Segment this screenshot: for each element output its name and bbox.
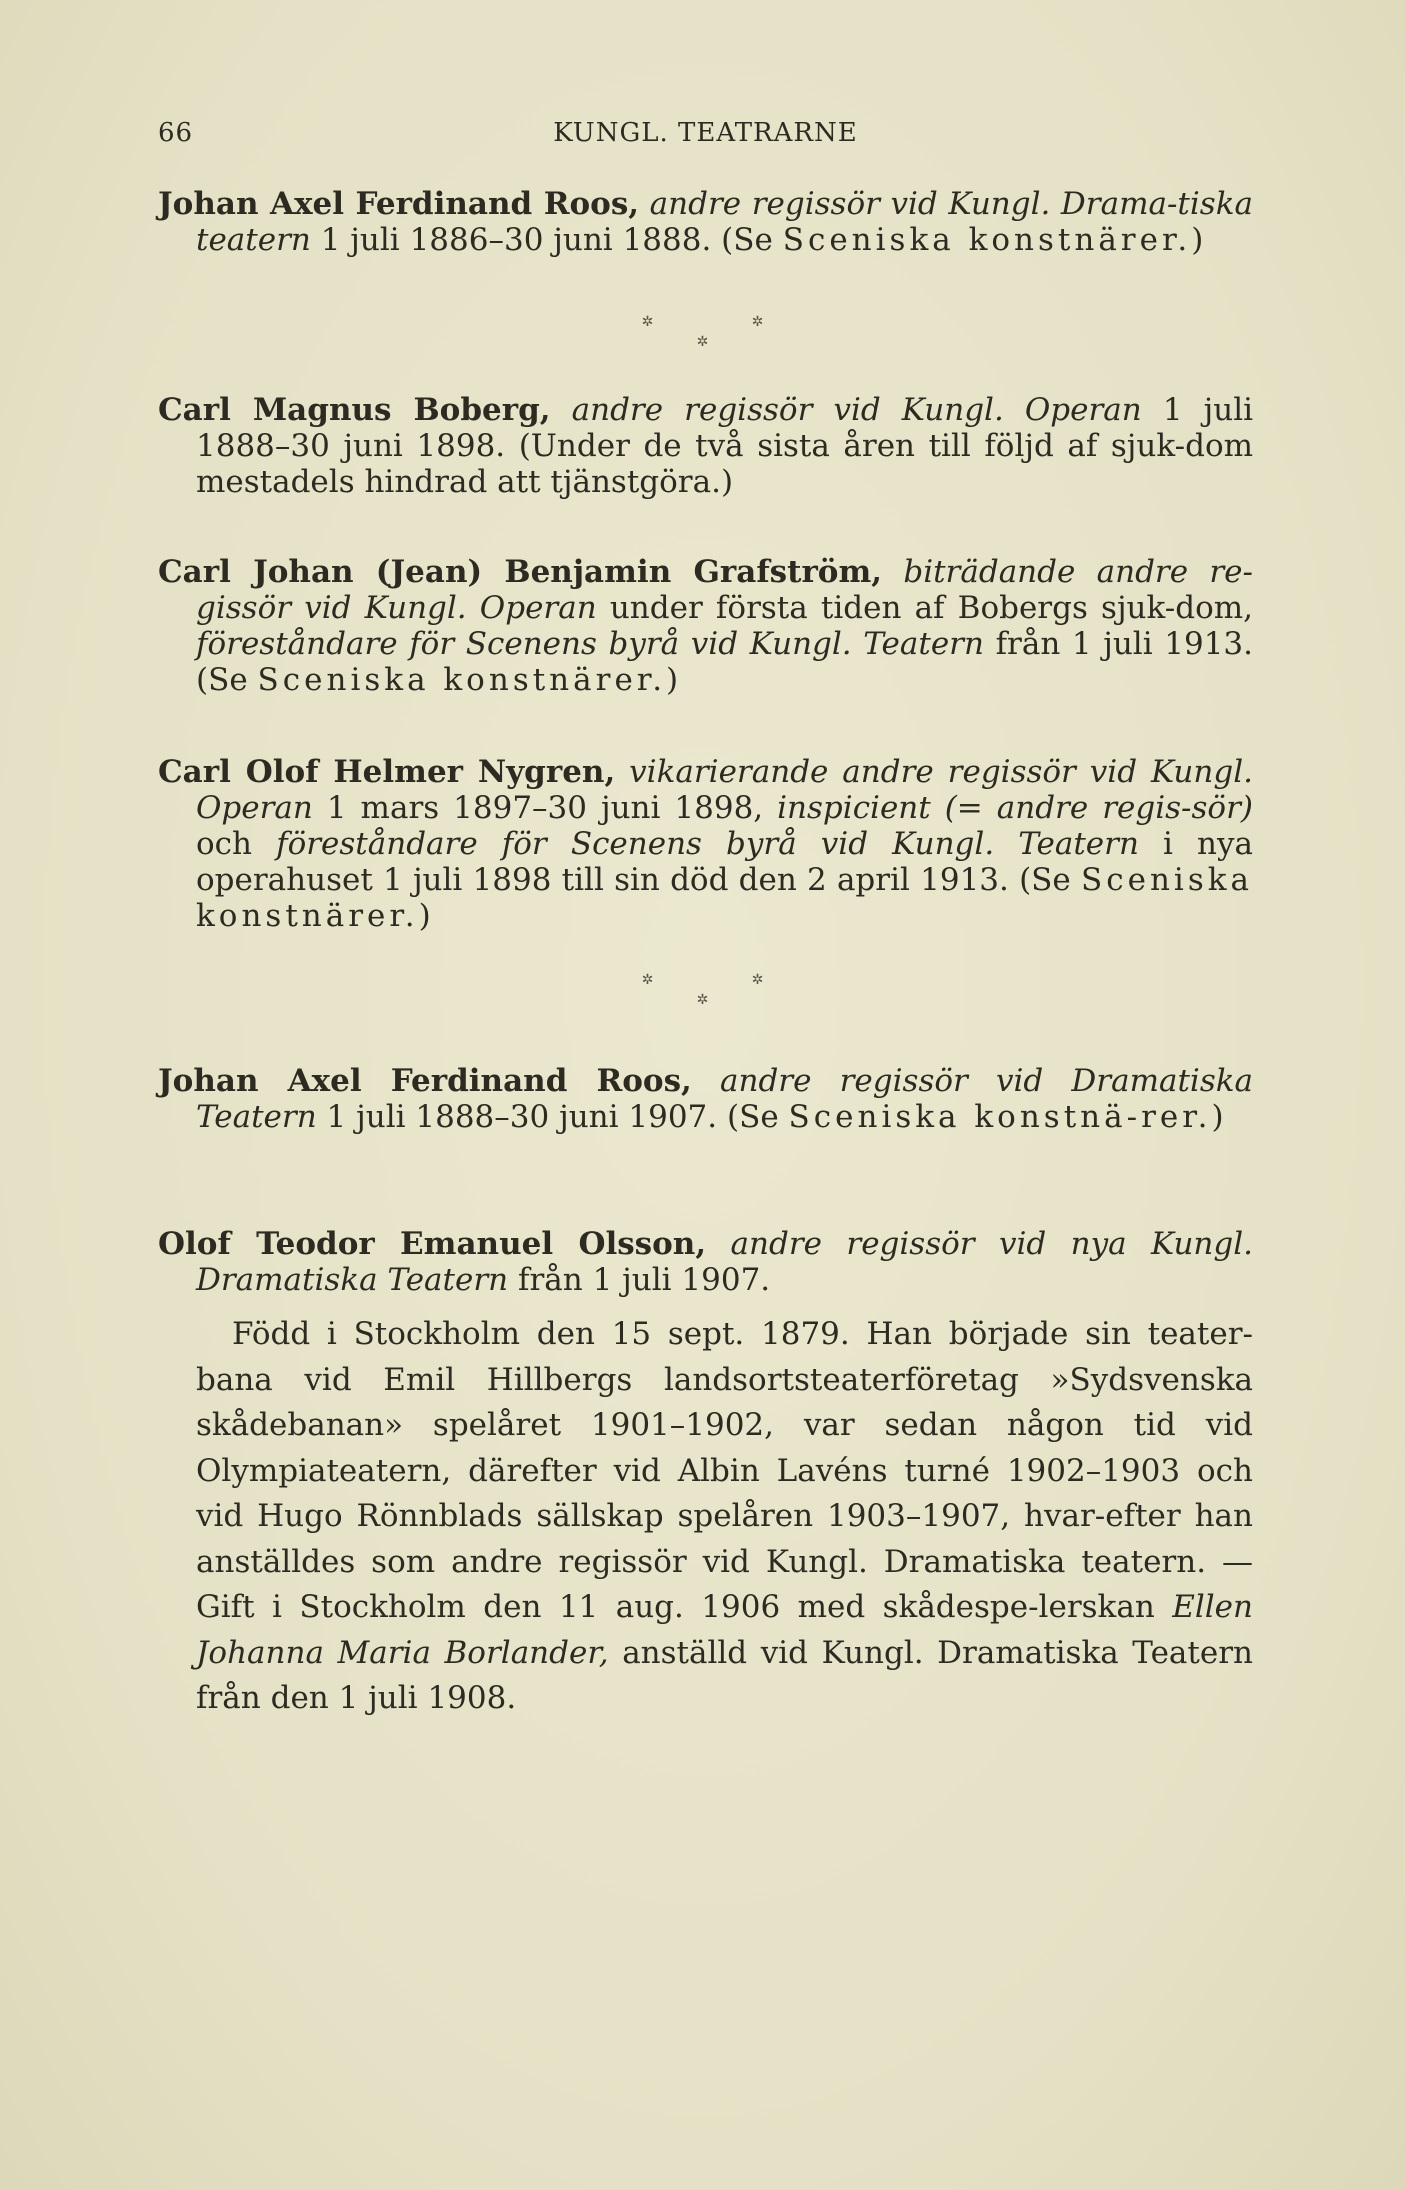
entry-grafstrom xyxy=(158,554,1253,698)
entry-boberg xyxy=(158,392,1253,500)
asterisk-icon: ✲ xyxy=(641,314,654,330)
asterisk-icon: ✲ xyxy=(696,334,709,350)
asterisk-icon: ✲ xyxy=(696,992,709,1008)
biography-text: Född i Stockholm den 15 sept. 1879. Han började sin teater-bana vid Emil Hillbergs landsortsteaterföretag »Sydsvenska skådebanan» spelåret 1901–1902, var sedan någon tid vid Olympiateatern, därefter vid Albin Lavéns turné 1902–1903 och vid Hugo Rönnblads sällskap spelåren 1903–1907, hvar-efter han anställdes som andre regissör vid Kungl. Dramatiska teatern. — Gift i Stockholm den 11 aug. 1906 med skådespe-lerskan xyxy=(196,1316,1253,1625)
entry-reference: Sceniska konstnärer.) xyxy=(782,222,1208,258)
entry-details: i nya operahuset 1 juli 1898 till sin död den 2 april 1913. (Se xyxy=(196,826,1254,898)
asterism-separator xyxy=(0,312,1405,352)
entry-details: från 1 juli 1907. xyxy=(517,1262,771,1298)
entry-role: föreståndare för Scenens byrå vid Kungl. Teatern xyxy=(276,826,1139,862)
entry-details: under första tiden af Bobergs sjuk-dom, xyxy=(609,590,1253,626)
entry-name: Carl Johan (Jean) Benjamin Grafström, xyxy=(158,554,883,590)
entry-details: 1 mars 1897–30 juni 1898, xyxy=(326,790,764,826)
entry-details: 1 juli 1888–30 juni 1907. (Se xyxy=(326,1099,779,1135)
asterisk-icon: ✲ xyxy=(641,972,654,988)
entry-role: föreståndare för Scenens byrå vid Kungl. Teatern xyxy=(196,626,984,662)
entry-role: andre regissör vid Kungl. Operan xyxy=(571,392,1142,428)
entry-role: biträdande andre re-gissör vid Kungl. Operan xyxy=(196,554,1253,626)
entry-details: 1 juli 1886–30 juni 1888. (Se xyxy=(320,222,773,258)
biography-text: anställd vid Kungl. Dramatiska Teatern från den 1 juli 1908. xyxy=(196,1634,1253,1716)
spouse-name: Ellen Johanna Maria Borlander, xyxy=(196,1589,1253,1671)
asterism-separator xyxy=(0,970,1405,1010)
entry-reference: Sceniska konstnärer.) xyxy=(257,662,683,698)
running-title: KUNGL. TEATRARNE xyxy=(553,118,858,148)
asterisk-icon: ✲ xyxy=(751,972,764,988)
olsson-biography xyxy=(196,1312,1253,1722)
entry-reference: Sceniska konstnärer.) xyxy=(196,862,1253,934)
entry-nygren xyxy=(158,754,1253,934)
entry-details: från 1 juli 1913. (Se xyxy=(196,626,1253,698)
entry-details: 1 juli 1888–30 juni 1898. (Under de två sista åren till följd af sjuk-dom mestadels hindrad att tjänstgöra.) xyxy=(196,392,1254,500)
page-number: 66 xyxy=(158,118,194,148)
entry-role: andre regissör vid nya Kungl. Dramatiska Teatern xyxy=(196,1226,1253,1298)
entry-details: och xyxy=(196,826,252,862)
entry-name: Carl Magnus Boberg, xyxy=(158,392,551,428)
entry-roos-1886 xyxy=(158,186,1253,258)
entry-name: Carl Olof Helmer Nygren, xyxy=(158,754,616,790)
entry-roos-1888 xyxy=(158,1063,1253,1135)
entry-name: Olof Teodor Emanuel Olsson, xyxy=(158,1226,707,1262)
entry-name: Johan Axel Ferdinand Roos, xyxy=(158,1063,692,1099)
entry-name: Johan Axel Ferdinand Roos, xyxy=(158,186,640,222)
entry-reference: Sceniska konstnä-rer.) xyxy=(788,1099,1228,1135)
entry-role: inspicient (= andre regis-sör) xyxy=(777,790,1253,826)
page-header xyxy=(158,118,1253,158)
entry-role: vikarierande andre regissör vid Kungl. Operan xyxy=(196,754,1253,826)
entry-olsson xyxy=(158,1226,1253,1298)
entry-role: andre regissör vid Kungl. Drama-tiska teatern xyxy=(196,186,1253,258)
asterisk-icon: ✲ xyxy=(751,314,764,330)
entry-role: andre regissör vid Dramatiska Teatern xyxy=(196,1063,1253,1135)
